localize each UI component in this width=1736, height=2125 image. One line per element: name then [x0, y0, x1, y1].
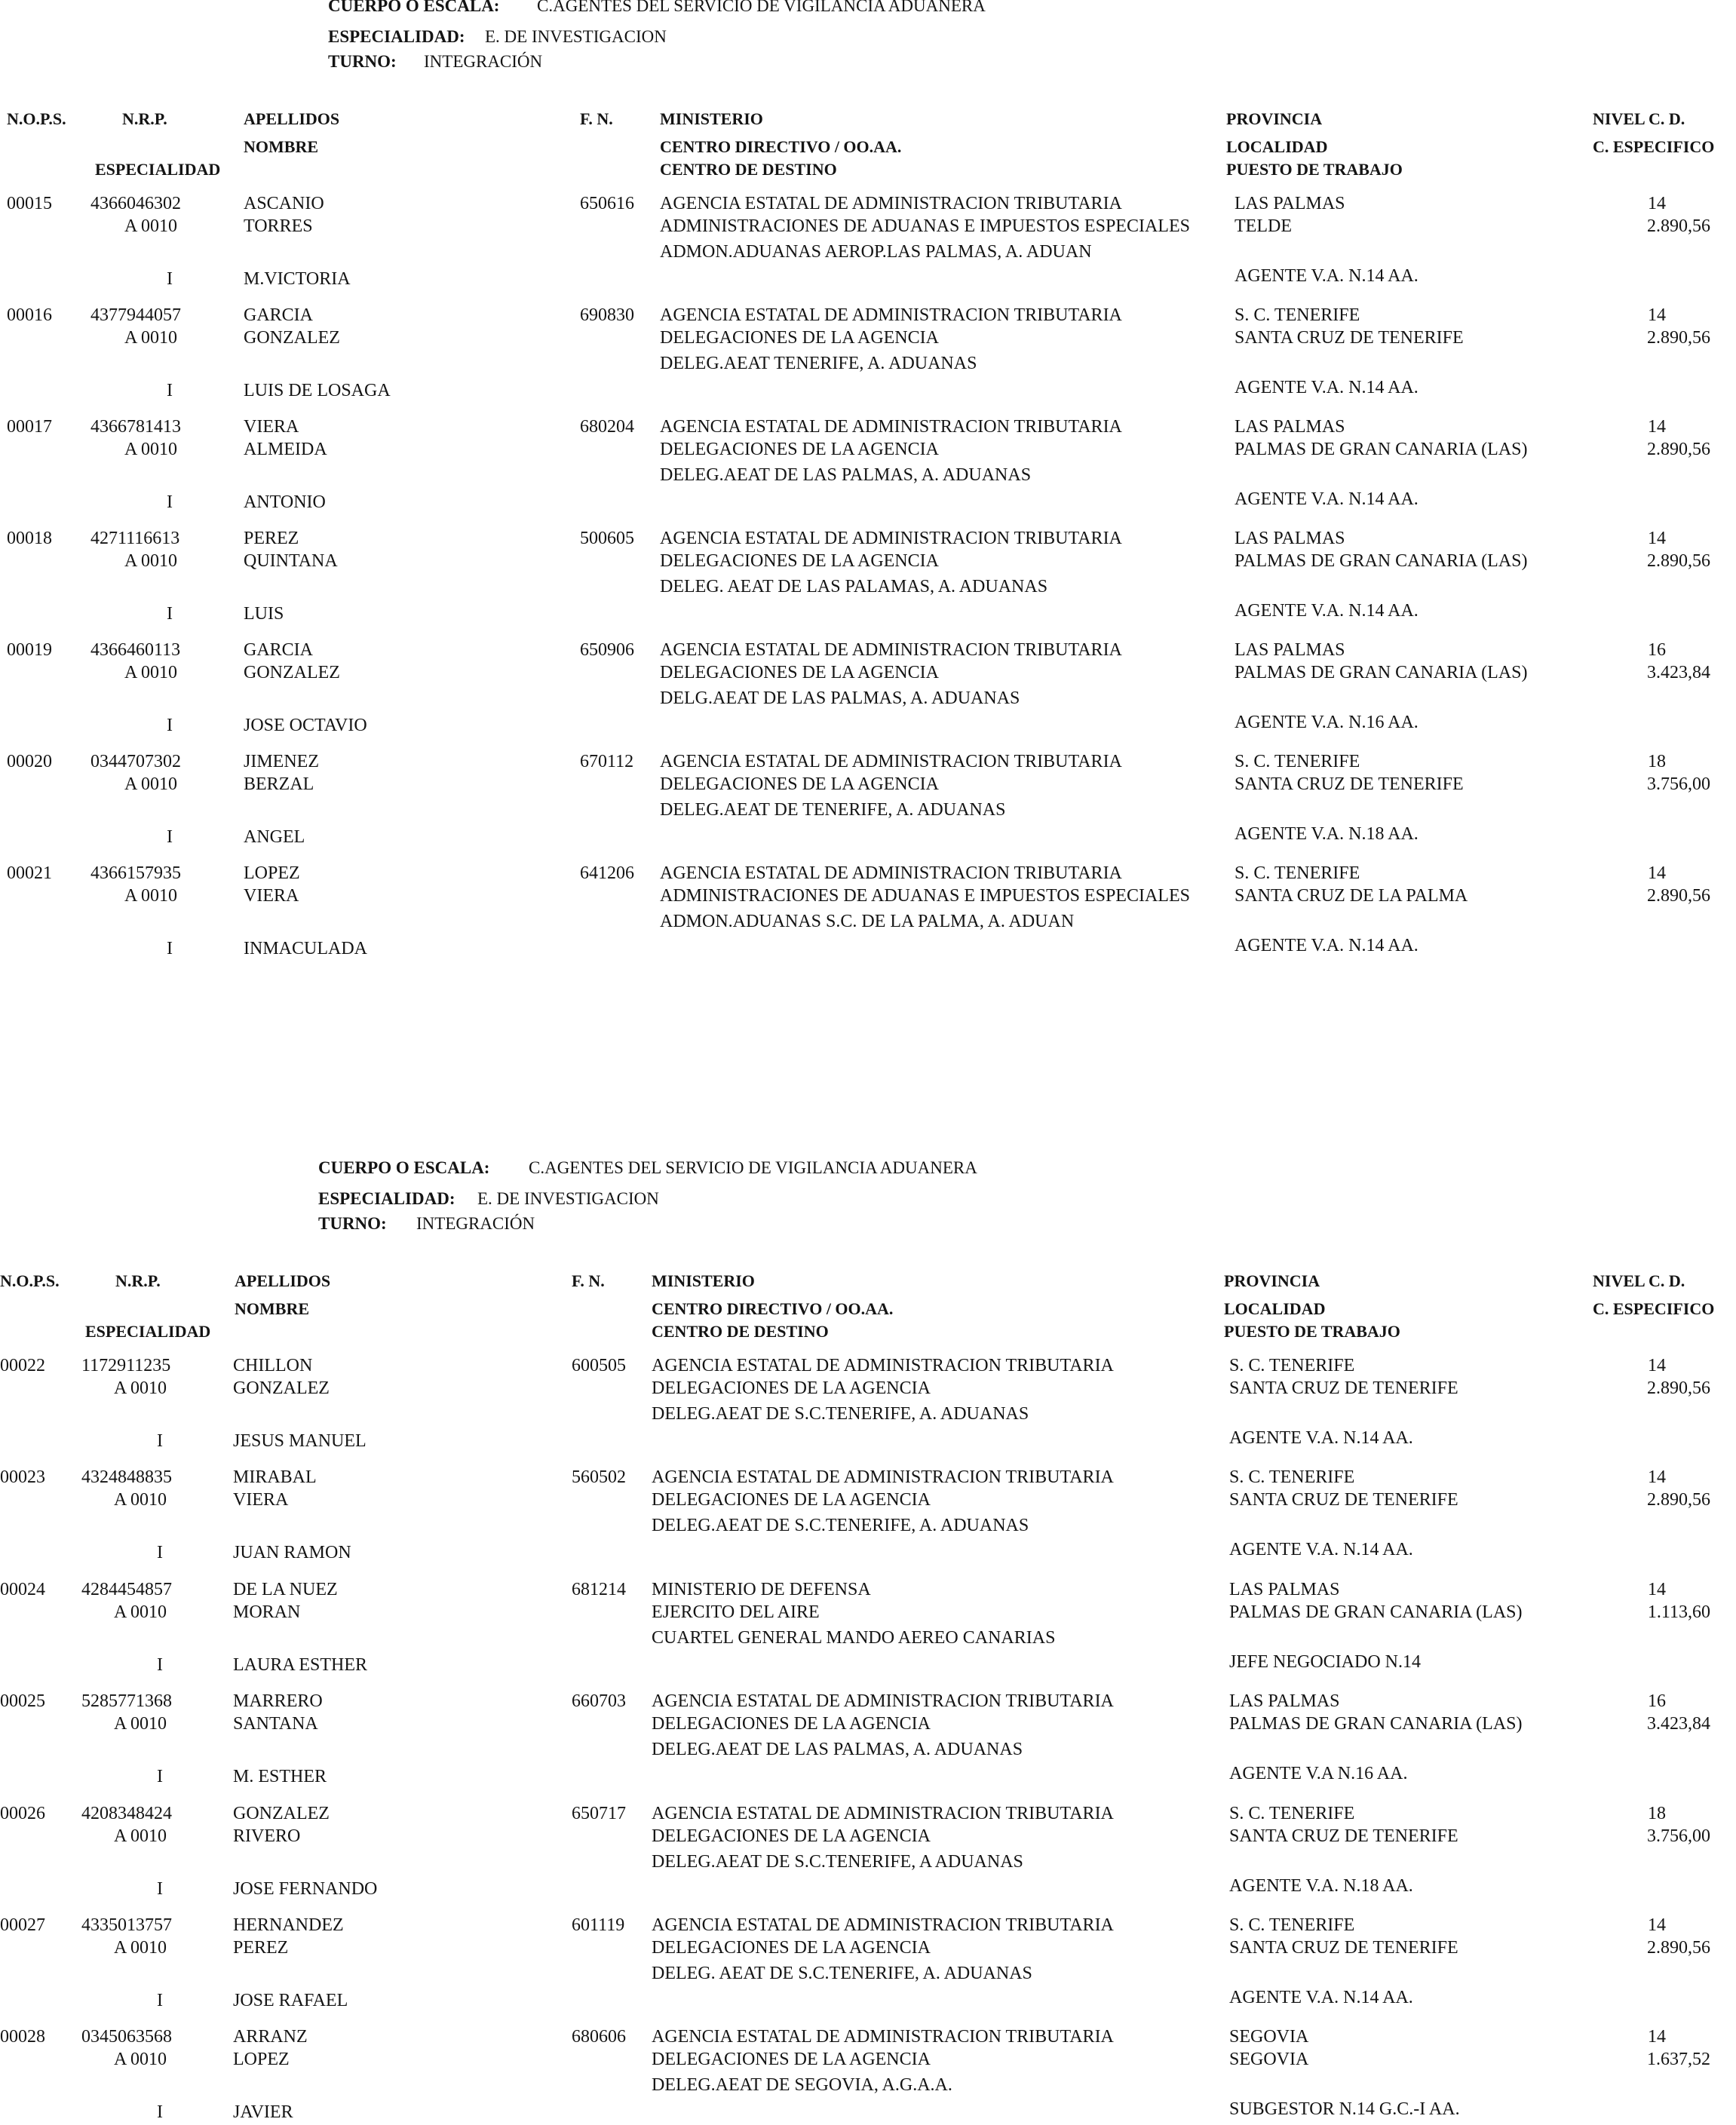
turno-marker: I — [157, 1767, 163, 1787]
complemento-especifico-value: 2.890,56 — [1647, 550, 1710, 571]
centro-destino-value: DELEG. AEAT DE LAS PALAMAS, A. ADUANAS — [660, 576, 1048, 596]
localidad-value: SANTA CRUZ DE LA PALMA — [1235, 885, 1468, 906]
puesto-trabajo-value: JEFE NEGOCIADO N.14 — [1229, 1651, 1421, 1672]
centro-directivo-value: DELEGACIONES DE LA AGENCIA — [652, 1490, 931, 1510]
provincia-value: S. C. TENERIFE — [1229, 1356, 1355, 1375]
localidad-value: PALMAS DE GRAN CANARIA (LAS) — [1229, 1602, 1523, 1622]
nombre-value: JAVIER — [233, 2102, 293, 2123]
header-especialidad: ESPECIALIDAD — [95, 160, 221, 179]
header-nombre: NOMBRE — [244, 137, 318, 156]
record-row — [0, 753, 1736, 846]
record-row — [0, 306, 1736, 400]
centro-destino-value: DELEG.AEAT DE LAS PALMAS, A. ADUANAS — [660, 465, 1032, 485]
nops-value: 00018 — [7, 528, 52, 548]
centro-destino-value: DELEG. AEAT DE S.C.TENERIFE, A. ADUANAS — [652, 1964, 1032, 1983]
record-row — [0, 529, 1736, 623]
segundo-apellido-value: MORAN — [233, 1602, 301, 1622]
turno-marker: I — [157, 1431, 163, 1451]
nrp-value: 4284454857 — [81, 1579, 172, 1599]
turno-marker: I — [167, 492, 173, 512]
fecha-nacimiento-value: 650616 — [580, 194, 634, 213]
fecha-nacimiento-value: 560502 — [572, 1467, 626, 1488]
header-centro-directivo: CENTRO DIRECTIVO / OO.AA. — [660, 137, 902, 156]
puesto-trabajo-value: AGENTE V.A N.16 AA. — [1229, 1764, 1408, 1784]
nops-value: 00023 — [0, 1467, 45, 1488]
especialidad-value: A 0010 — [124, 662, 178, 682]
header-especifico: C. ESPECIFICO — [1593, 1299, 1715, 1318]
nivel-cd-value: 14 — [1648, 1356, 1666, 1375]
nivel-cd-value: 14 — [1648, 305, 1666, 325]
listing-section-2 — [0, 1158, 1736, 2125]
especialidad-value: A 0010 — [114, 2050, 167, 2070]
nivel-cd-value: 14 — [1648, 1579, 1666, 1599]
listing-section-1 — [0, 0, 1736, 980]
puesto-trabajo-value: AGENTE V.A. N.14 AA. — [1235, 600, 1419, 621]
header-nops: N.O.P.S. — [0, 1271, 60, 1290]
localidad-value: SANTA CRUZ DE TENERIFE — [1229, 1378, 1458, 1398]
primer-apellido-value: DE LA NUEZ — [233, 1579, 338, 1599]
segundo-apellido-value: GONZALEZ — [233, 1378, 330, 1398]
turno-marker: I — [157, 1543, 163, 1563]
puesto-trabajo-value: SUBGESTOR N.14 G.C.-I AA. — [1229, 2099, 1460, 2120]
centro-directivo-value: DELEGACIONES DE LA AGENCIA — [652, 1826, 931, 1846]
centro-destino-value: DELEG.AEAT DE SEGOVIA, A.G.A.A. — [652, 2075, 952, 2096]
nombre-value: ANTONIO — [244, 492, 326, 512]
nops-value: 00021 — [7, 863, 52, 883]
nrp-value: 4366460113 — [90, 639, 181, 660]
nrp-value: 4366157935 — [90, 863, 181, 883]
complemento-especifico-value: 1.637,52 — [1647, 2050, 1710, 2070]
nrp-value: 4208348424 — [81, 1803, 172, 1823]
turno-value: INTEGRACIÓN — [416, 1214, 535, 1233]
nombre-value: INMACULADA — [244, 938, 367, 958]
centro-directivo-value: DELEGACIONES DE LA AGENCIA — [660, 774, 939, 794]
nivel-cd-value: 16 — [1648, 639, 1666, 660]
centro-directivo-value: DELEGACIONES DE LA AGENCIA — [652, 1714, 931, 1734]
fecha-nacimiento-value: 641206 — [580, 863, 634, 883]
record-row — [0, 1805, 1736, 1898]
provincia-value: SEGOVIA — [1229, 2027, 1309, 2047]
primer-apellido-value: PEREZ — [244, 528, 299, 548]
nops-value: 00024 — [0, 1579, 45, 1599]
localidad-value: TELDE — [1235, 216, 1292, 236]
turno-value: INTEGRACIÓN — [424, 52, 543, 71]
record-row — [0, 1581, 1736, 1674]
provincia-value: S. C. TENERIFE — [1235, 305, 1360, 325]
record-row — [0, 864, 1736, 958]
localidad-value: SEGOVIA — [1229, 2050, 1309, 2070]
especialidad-meta-value: E. DE INVESTIGACION — [477, 1189, 659, 1208]
turno-marker: I — [167, 269, 173, 289]
especialidad-value: A 0010 — [114, 1938, 167, 1958]
nivel-cd-value: 18 — [1648, 1803, 1666, 1823]
nrp-value: 4335013757 — [81, 1915, 172, 1935]
nrp-value: 4324848835 — [81, 1467, 172, 1488]
nrp-value: 0344707302 — [90, 751, 181, 771]
ministerio-value: AGENCIA ESTATAL DE ADMINISTRACION TRIBUTARIA — [660, 863, 1122, 883]
header-puesto: PUESTO DE TRABAJO — [1226, 160, 1403, 179]
primer-apellido-value: LOPEZ — [244, 863, 300, 883]
nops-value: 00027 — [0, 1915, 45, 1935]
nombre-value: LAURA ESTHER — [233, 1654, 368, 1675]
complemento-especifico-value: 2.890,56 — [1647, 1938, 1710, 1958]
especialidad-value: A 0010 — [124, 327, 178, 348]
centro-destino-value: DELEG.AEAT DE S.C.TENERIFE, A. ADUANAS — [652, 1516, 1029, 1536]
nombre-value: M. ESTHER — [233, 1767, 327, 1787]
nombre-value: LUIS — [244, 603, 284, 624]
fecha-nacimiento-value: 690830 — [580, 305, 634, 325]
primer-apellido-value: VIERA — [244, 416, 299, 437]
header-localidad: LOCALIDAD — [1226, 137, 1328, 156]
primer-apellido-value: JIMENEZ — [244, 751, 319, 771]
header-centro-destino: CENTRO DE DESTINO — [652, 1322, 829, 1341]
segundo-apellido-value: VIERA — [244, 885, 299, 906]
ministerio-value: AGENCIA ESTATAL DE ADMINISTRACION TRIBUTARIA — [660, 305, 1122, 325]
segundo-apellido-value: PEREZ — [233, 1938, 289, 1958]
nombre-value: ANGEL — [244, 826, 305, 847]
provincia-value: LAS PALMAS — [1235, 528, 1345, 548]
fecha-nacimiento-value: 601119 — [572, 1915, 625, 1935]
cuerpo-value: C.AGENTES DEL SERVICIO DE VIGILANCIA ADUANERA — [537, 0, 986, 15]
fecha-nacimiento-value: 650906 — [580, 639, 634, 660]
segundo-apellido-value: ALMEIDA — [244, 439, 327, 459]
turno-marker: I — [167, 715, 173, 735]
primer-apellido-value: GARCIA — [244, 639, 314, 660]
nivel-cd-value: 14 — [1648, 528, 1666, 548]
segundo-apellido-value: SANTANA — [233, 1714, 318, 1734]
primer-apellido-value: ARRANZ — [233, 2027, 308, 2047]
nops-value: 00025 — [0, 1691, 45, 1712]
header-fn: F. N. — [580, 109, 613, 128]
primer-apellido-value: HERNANDEZ — [233, 1915, 344, 1935]
provincia-value: LAS PALMAS — [1235, 194, 1345, 213]
especialidad-value: A 0010 — [124, 774, 178, 794]
record-row — [0, 418, 1736, 511]
especialidad-label: ESPECIALIDAD: — [328, 27, 465, 46]
centro-destino-value: DELEG.AEAT DE TENERIFE, A. ADUANAS — [660, 799, 1006, 820]
turno-marker: I — [157, 1991, 163, 2010]
complemento-especifico-value: 1.113,60 — [1647, 1602, 1710, 1622]
especialidad-value: A 0010 — [114, 1490, 167, 1510]
nrp-value: 0345063568 — [81, 2027, 172, 2047]
record-row — [0, 195, 1736, 288]
record-row — [0, 2028, 1736, 2121]
puesto-trabajo-value: AGENTE V.A. N.14 AA. — [1229, 1988, 1413, 2007]
localidad-value: SANTA CRUZ DE TENERIFE — [1229, 1490, 1458, 1510]
ministerio-value: AGENCIA ESTATAL DE ADMINISTRACION TRIBUTARIA — [660, 194, 1122, 213]
segundo-apellido-value: QUINTANA — [244, 550, 338, 571]
ministerio-value: AGENCIA ESTATAL DE ADMINISTRACION TRIBUTARIA — [652, 1356, 1114, 1375]
especialidad-value: A 0010 — [124, 439, 178, 459]
header-nombre: NOMBRE — [235, 1299, 309, 1318]
provincia-value: S. C. TENERIFE — [1229, 1915, 1355, 1935]
centro-directivo-value: DELEGACIONES DE LA AGENCIA — [660, 327, 939, 348]
complemento-especifico-value: 3.756,00 — [1647, 1826, 1710, 1846]
nombre-value: LUIS DE LOSAGA — [244, 380, 391, 400]
turno-marker: I — [167, 938, 173, 958]
localidad-value: PALMAS DE GRAN CANARIA (LAS) — [1235, 550, 1528, 571]
record-row — [0, 1357, 1736, 1450]
primer-apellido-value: GARCIA — [244, 305, 314, 325]
header-apellidos: APELLIDOS — [244, 109, 340, 128]
turno-marker: I — [167, 380, 173, 400]
ministerio-value: AGENCIA ESTATAL DE ADMINISTRACION TRIBUTARIA — [652, 1915, 1114, 1935]
fecha-nacimiento-value: 600505 — [572, 1356, 626, 1375]
header-ministerio: MINISTERIO — [660, 109, 763, 128]
fecha-nacimiento-value: 680204 — [580, 416, 634, 437]
segundo-apellido-value: BERZAL — [244, 774, 314, 794]
nombre-value: JUAN RAMON — [233, 1543, 351, 1563]
nombre-value: JOSE OCTAVIO — [244, 715, 367, 735]
header-nivel: NIVEL C. D. — [1593, 1271, 1685, 1290]
especialidad-label: ESPECIALIDAD: — [318, 1189, 455, 1208]
nivel-cd-value: 14 — [1648, 416, 1666, 437]
especialidad-value: A 0010 — [114, 1378, 167, 1398]
localidad-value: PALMAS DE GRAN CANARIA (LAS) — [1229, 1714, 1523, 1734]
nivel-cd-value: 14 — [1648, 2027, 1666, 2047]
especialidad-value: A 0010 — [124, 550, 178, 571]
nombre-value: JOSE FERNANDO — [233, 1878, 378, 1899]
cuerpo-label: CUERPO O ESCALA: — [318, 1158, 490, 1177]
fecha-nacimiento-value: 680606 — [572, 2027, 626, 2047]
centro-directivo-value: DELEGACIONES DE LA AGENCIA — [652, 2050, 931, 2070]
centro-destino-value: DELEG.AEAT DE S.C.TENERIFE, A. ADUANAS — [652, 1404, 1029, 1424]
centro-directivo-value: DELEGACIONES DE LA AGENCIA — [660, 662, 939, 682]
ministerio-value: AGENCIA ESTATAL DE ADMINISTRACION TRIBUTARIA — [660, 416, 1122, 437]
puesto-trabajo-value: AGENTE V.A. N.14 AA. — [1229, 1428, 1413, 1448]
nivel-cd-value: 16 — [1648, 1691, 1666, 1712]
complemento-especifico-value: 2.890,56 — [1647, 216, 1710, 236]
primer-apellido-value: CHILLON — [233, 1356, 313, 1375]
turno-marker: I — [157, 1654, 163, 1675]
localidad-value: SANTA CRUZ DE TENERIFE — [1229, 1826, 1458, 1846]
nops-value: 00015 — [7, 194, 52, 213]
segundo-apellido-value: GONZALEZ — [244, 327, 340, 348]
centro-directivo-value: ADMINISTRACIONES DE ADUANAS E IMPUESTOS ESPECIALES — [660, 885, 1190, 906]
header-especialidad: ESPECIALIDAD — [85, 1322, 211, 1341]
turno-marker: I — [157, 2102, 163, 2123]
record-row — [0, 1916, 1736, 2010]
centro-directivo-value: DELEGACIONES DE LA AGENCIA — [652, 1378, 931, 1398]
centro-destino-value: ADMON.ADUANAS S.C. DE LA PALMA, A. ADUAN — [660, 911, 1075, 931]
localidad-value: SANTA CRUZ DE TENERIFE — [1235, 774, 1464, 794]
header-nivel: NIVEL C. D. — [1593, 109, 1685, 128]
primer-apellido-value: ASCANIO — [244, 194, 324, 213]
header-especifico: C. ESPECIFICO — [1593, 137, 1715, 156]
nivel-cd-value: 14 — [1648, 194, 1666, 213]
header-centro-directivo: CENTRO DIRECTIVO / OO.AA. — [652, 1299, 894, 1318]
complemento-especifico-value: 3.756,00 — [1647, 774, 1710, 794]
ministerio-value: AGENCIA ESTATAL DE ADMINISTRACION TRIBUTARIA — [652, 1467, 1114, 1488]
complemento-especifico-value: 2.890,56 — [1647, 1378, 1710, 1398]
header-centro-destino: CENTRO DE DESTINO — [660, 160, 837, 179]
provincia-value: LAS PALMAS — [1229, 1691, 1340, 1712]
complemento-especifico-value: 2.890,56 — [1647, 885, 1710, 906]
header-fn: F. N. — [572, 1271, 605, 1290]
segundo-apellido-value: LOPEZ — [233, 2050, 290, 2070]
puesto-trabajo-value: AGENTE V.A. N.18 AA. — [1235, 823, 1419, 844]
fecha-nacimiento-value: 660703 — [572, 1691, 626, 1712]
centro-directivo-value: DELEGACIONES DE LA AGENCIA — [660, 550, 939, 571]
provincia-value: LAS PALMAS — [1235, 416, 1345, 437]
primer-apellido-value: MARRERO — [233, 1691, 323, 1712]
provincia-value: S. C. TENERIFE — [1235, 863, 1360, 883]
ministerio-value: AGENCIA ESTATAL DE ADMINISTRACION TRIBUTARIA — [660, 639, 1122, 660]
record-row — [0, 1468, 1736, 1562]
turno-marker: I — [157, 1878, 163, 1899]
localidad-value: SANTA CRUZ DE TENERIFE — [1229, 1938, 1458, 1958]
segundo-apellido-value: TORRES — [244, 216, 313, 236]
nops-value: 00022 — [0, 1356, 45, 1375]
nops-value: 00016 — [7, 305, 52, 325]
nombre-value: M.VICTORIA — [244, 269, 351, 289]
puesto-trabajo-value: AGENTE V.A. N.14 AA. — [1235, 266, 1419, 286]
localidad-value: PALMAS DE GRAN CANARIA (LAS) — [1235, 662, 1528, 682]
nivel-cd-value: 18 — [1648, 751, 1666, 771]
especialidad-meta-value: E. DE INVESTIGACION — [485, 27, 667, 46]
header-apellidos: APELLIDOS — [235, 1271, 331, 1290]
especialidad-value: A 0010 — [124, 885, 178, 906]
nombre-value: JOSE RAFAEL — [233, 1991, 348, 2010]
segundo-apellido-value: GONZALEZ — [244, 662, 340, 682]
ministerio-value: AGENCIA ESTATAL DE ADMINISTRACION TRIBUTARIA — [660, 528, 1122, 548]
nrp-value: 4366781413 — [90, 416, 181, 437]
especialidad-value: A 0010 — [124, 216, 178, 236]
header-ministerio: MINISTERIO — [652, 1271, 755, 1290]
provincia-value: S. C. TENERIFE — [1235, 751, 1360, 771]
nombre-value: JESUS MANUEL — [233, 1431, 367, 1451]
header-nrp: N.R.P. — [122, 109, 167, 128]
cuerpo-value: C.AGENTES DEL SERVICIO DE VIGILANCIA ADUANERA — [529, 1158, 977, 1177]
nivel-cd-value: 14 — [1648, 863, 1666, 883]
header-provincia: PROVINCIA — [1224, 1271, 1320, 1290]
turno-marker: I — [167, 826, 173, 847]
nrp-value: 1172911235 — [81, 1356, 171, 1375]
provincia-value: S. C. TENERIFE — [1229, 1467, 1355, 1488]
especialidad-value: A 0010 — [114, 1826, 167, 1846]
centro-destino-value: CUARTEL GENERAL MANDO AEREO CANARIAS — [652, 1627, 1056, 1648]
header-puesto: PUESTO DE TRABAJO — [1224, 1322, 1400, 1341]
cuerpo-label: CUERPO O ESCALA: — [328, 0, 500, 15]
fecha-nacimiento-value: 670112 — [580, 751, 634, 771]
puesto-trabajo-value: AGENTE V.A. N.14 AA. — [1229, 1540, 1413, 1560]
especialidad-value: A 0010 — [114, 1714, 167, 1734]
centro-destino-value: DELEG.AEAT DE S.C.TENERIFE, A ADUANAS — [652, 1851, 1023, 1872]
centro-destino-value: ADMON.ADUANAS AEROP.LAS PALMAS, A. ADUAN — [660, 242, 1092, 262]
provincia-value: LAS PALMAS — [1235, 639, 1345, 660]
nrp-value: 4377944057 — [90, 305, 181, 325]
nrp-value: 4271116613 — [90, 528, 180, 548]
complemento-especifico-value: 2.890,56 — [1647, 1490, 1710, 1510]
centro-directivo-value: DELEGACIONES DE LA AGENCIA — [660, 439, 939, 459]
nrp-value: 5285771368 — [81, 1691, 172, 1712]
provincia-value: S. C. TENERIFE — [1229, 1803, 1355, 1823]
nops-value: 00019 — [7, 639, 52, 660]
header-localidad: LOCALIDAD — [1224, 1299, 1326, 1318]
puesto-trabajo-value: AGENTE V.A. N.14 AA. — [1235, 377, 1419, 397]
complemento-especifico-value: 2.890,56 — [1647, 327, 1710, 348]
nrp-value: 4366046302 — [90, 194, 181, 213]
header-provincia: PROVINCIA — [1226, 109, 1323, 128]
primer-apellido-value: GONZALEZ — [233, 1803, 330, 1823]
nops-value: 00028 — [0, 2027, 45, 2047]
turno-label: TURNO: — [328, 52, 397, 71]
complemento-especifico-value: 3.423,84 — [1647, 662, 1710, 682]
centro-destino-value: DELG.AEAT DE LAS PALMAS, A. ADUANAS — [660, 688, 1020, 708]
centro-directivo-value: EJERCITO DEL AIRE — [652, 1602, 820, 1622]
complemento-especifico-value: 2.890,56 — [1647, 439, 1710, 459]
nops-value: 00017 — [7, 416, 52, 437]
localidad-value: PALMAS DE GRAN CANARIA (LAS) — [1235, 439, 1528, 459]
fecha-nacimiento-value: 500605 — [580, 528, 634, 548]
provincia-value: LAS PALMAS — [1229, 1579, 1340, 1599]
ministerio-value: AGENCIA ESTATAL DE ADMINISTRACION TRIBUTARIA — [660, 751, 1122, 771]
fecha-nacimiento-value: 650717 — [572, 1803, 626, 1823]
ministerio-value: AGENCIA ESTATAL DE ADMINISTRACION TRIBUTARIA — [652, 1691, 1114, 1712]
puesto-trabajo-value: AGENTE V.A. N.16 AA. — [1235, 712, 1419, 732]
segundo-apellido-value: RIVERO — [233, 1826, 301, 1846]
puesto-trabajo-value: AGENTE V.A. N.18 AA. — [1229, 1875, 1413, 1896]
ministerio-value: MINISTERIO DE DEFENSA — [652, 1579, 871, 1599]
nops-value: 00020 — [7, 751, 52, 771]
puesto-trabajo-value: AGENTE V.A. N.14 AA. — [1235, 489, 1419, 509]
centro-destino-value: DELEG.AEAT DE LAS PALMAS, A. ADUANAS — [652, 1740, 1023, 1760]
puesto-trabajo-value: AGENTE V.A. N.14 AA. — [1235, 935, 1419, 955]
especialidad-value: A 0010 — [114, 1602, 167, 1622]
header-nops: N.O.P.S. — [7, 109, 66, 128]
nops-value: 00026 — [0, 1803, 45, 1823]
segundo-apellido-value: VIERA — [233, 1490, 289, 1510]
ministerio-value: AGENCIA ESTATAL DE ADMINISTRACION TRIBUTARIA — [652, 1803, 1114, 1823]
nivel-cd-value: 14 — [1648, 1467, 1666, 1488]
fecha-nacimiento-value: 681214 — [572, 1579, 626, 1599]
header-nrp: N.R.P. — [115, 1271, 161, 1290]
primer-apellido-value: MIRABAL — [233, 1467, 317, 1488]
record-row — [0, 1692, 1736, 1786]
centro-destino-value: DELEG.AEAT TENERIFE, A. ADUANAS — [660, 353, 977, 373]
centro-directivo-value: ADMINISTRACIONES DE ADUANAS E IMPUESTOS ESPECIALES — [660, 216, 1190, 236]
ministerio-value: AGENCIA ESTATAL DE ADMINISTRACION TRIBUTARIA — [652, 2027, 1114, 2047]
turno-label: TURNO: — [318, 1214, 387, 1233]
nivel-cd-value: 14 — [1648, 1915, 1666, 1935]
record-row — [0, 641, 1736, 734]
turno-marker: I — [167, 603, 173, 624]
centro-directivo-value: DELEGACIONES DE LA AGENCIA — [652, 1938, 931, 1958]
complemento-especifico-value: 3.423,84 — [1647, 1714, 1710, 1734]
localidad-value: SANTA CRUZ DE TENERIFE — [1235, 327, 1464, 348]
